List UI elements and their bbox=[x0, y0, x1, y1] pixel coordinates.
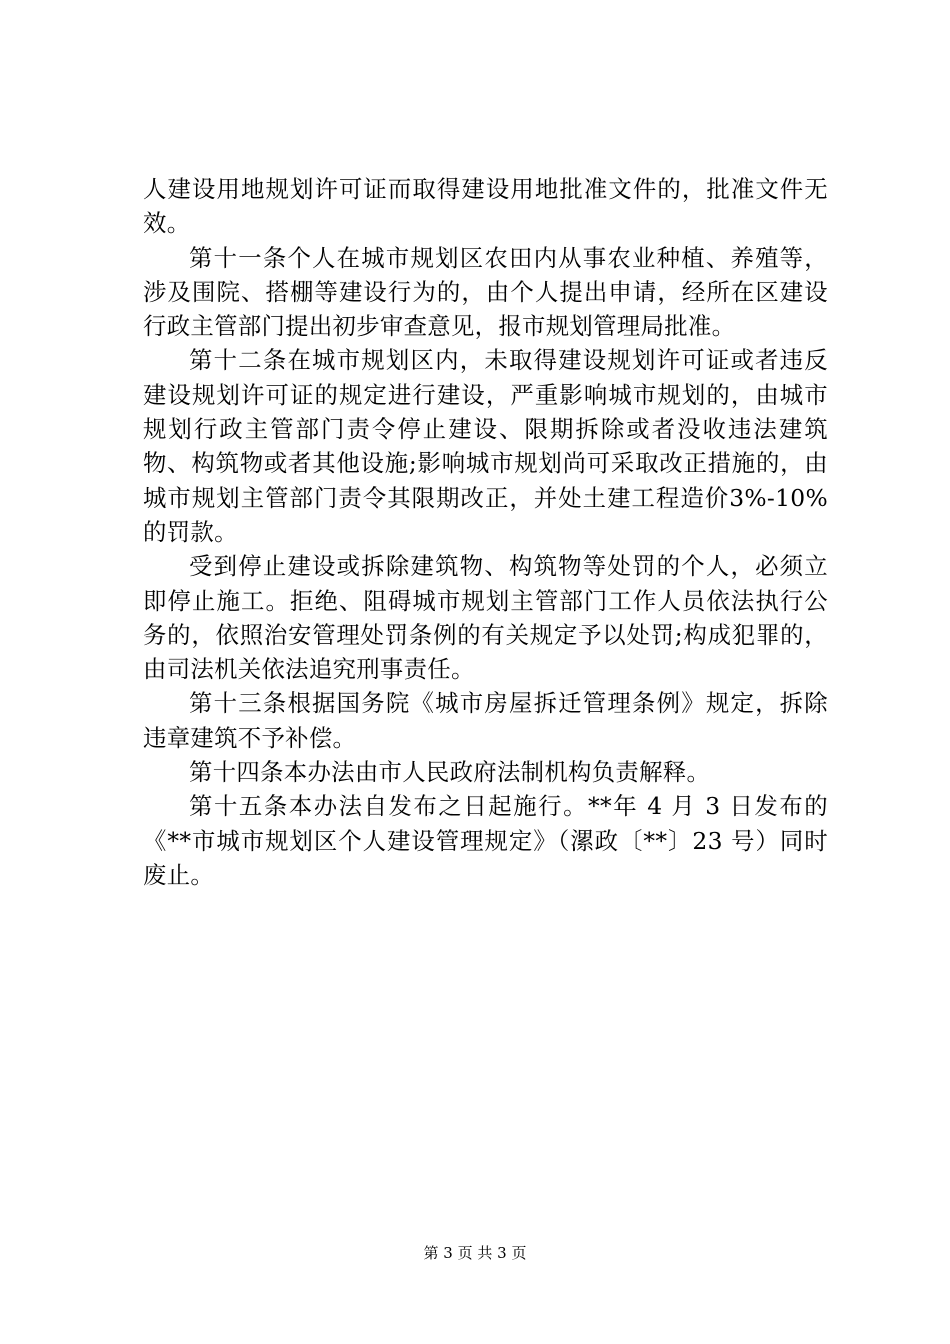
paragraph-article-13: 第十三条根据国务院《城市房屋拆迁管理条例》规定，拆除违章建筑不予补偿。 bbox=[143, 689, 828, 752]
paragraph-article-11: 第十一条个人在城市规划区农田内从事农业种植、养殖等，涉及围院、搭棚等建设行为的，由个人提出申请，经所在区建设行政主管部门提出初步审查意见，报市规划管理局批准。 bbox=[143, 243, 828, 341]
paragraph-article-15: 第十五条本办法自发布之日起施行。**年 4 月 3 日发布的《**市城市规划区个人建设管理规定》（漯政〔**〕23 号）同时废止。 bbox=[143, 792, 828, 889]
paragraph-article-14: 第十四条本办法由市人民政府法制机构负责解释。 bbox=[189, 758, 711, 787]
document-body bbox=[143, 172, 828, 892]
paragraph-continuation: 人建设用地规划许可证而取得建设用地批准文件的，批准文件无效。 bbox=[143, 175, 828, 238]
paragraph-article-12: 第十二条在城市规划区内，未取得建设规划许可证或者违反建设规划许可证的规定进行建设，严重影响城市规划的，由城市规划行政主管部门责令停止建设、限期拆除或者没收违法建筑物、构筑物或者其他设施;影响城市规划尚可采取改正措施的，由城市规划主管部门责令其限期改正，并处土建工程造价3%-10%的罚款。 bbox=[143, 346, 828, 546]
paragraph-penalty: 受到停止建设或拆除建筑物、构筑物等处罚的个人，必须立即停止施工。拒绝、阻碍城市规划主管部门工作人员依法执行公务的，依照治安管理处罚条例的有关规定予以处罚;构成犯罪的，由司法机关依法追究刑事责任。 bbox=[143, 552, 828, 684]
page-number-footer: 第 3 页 共 3 页 bbox=[423, 1244, 527, 1262]
